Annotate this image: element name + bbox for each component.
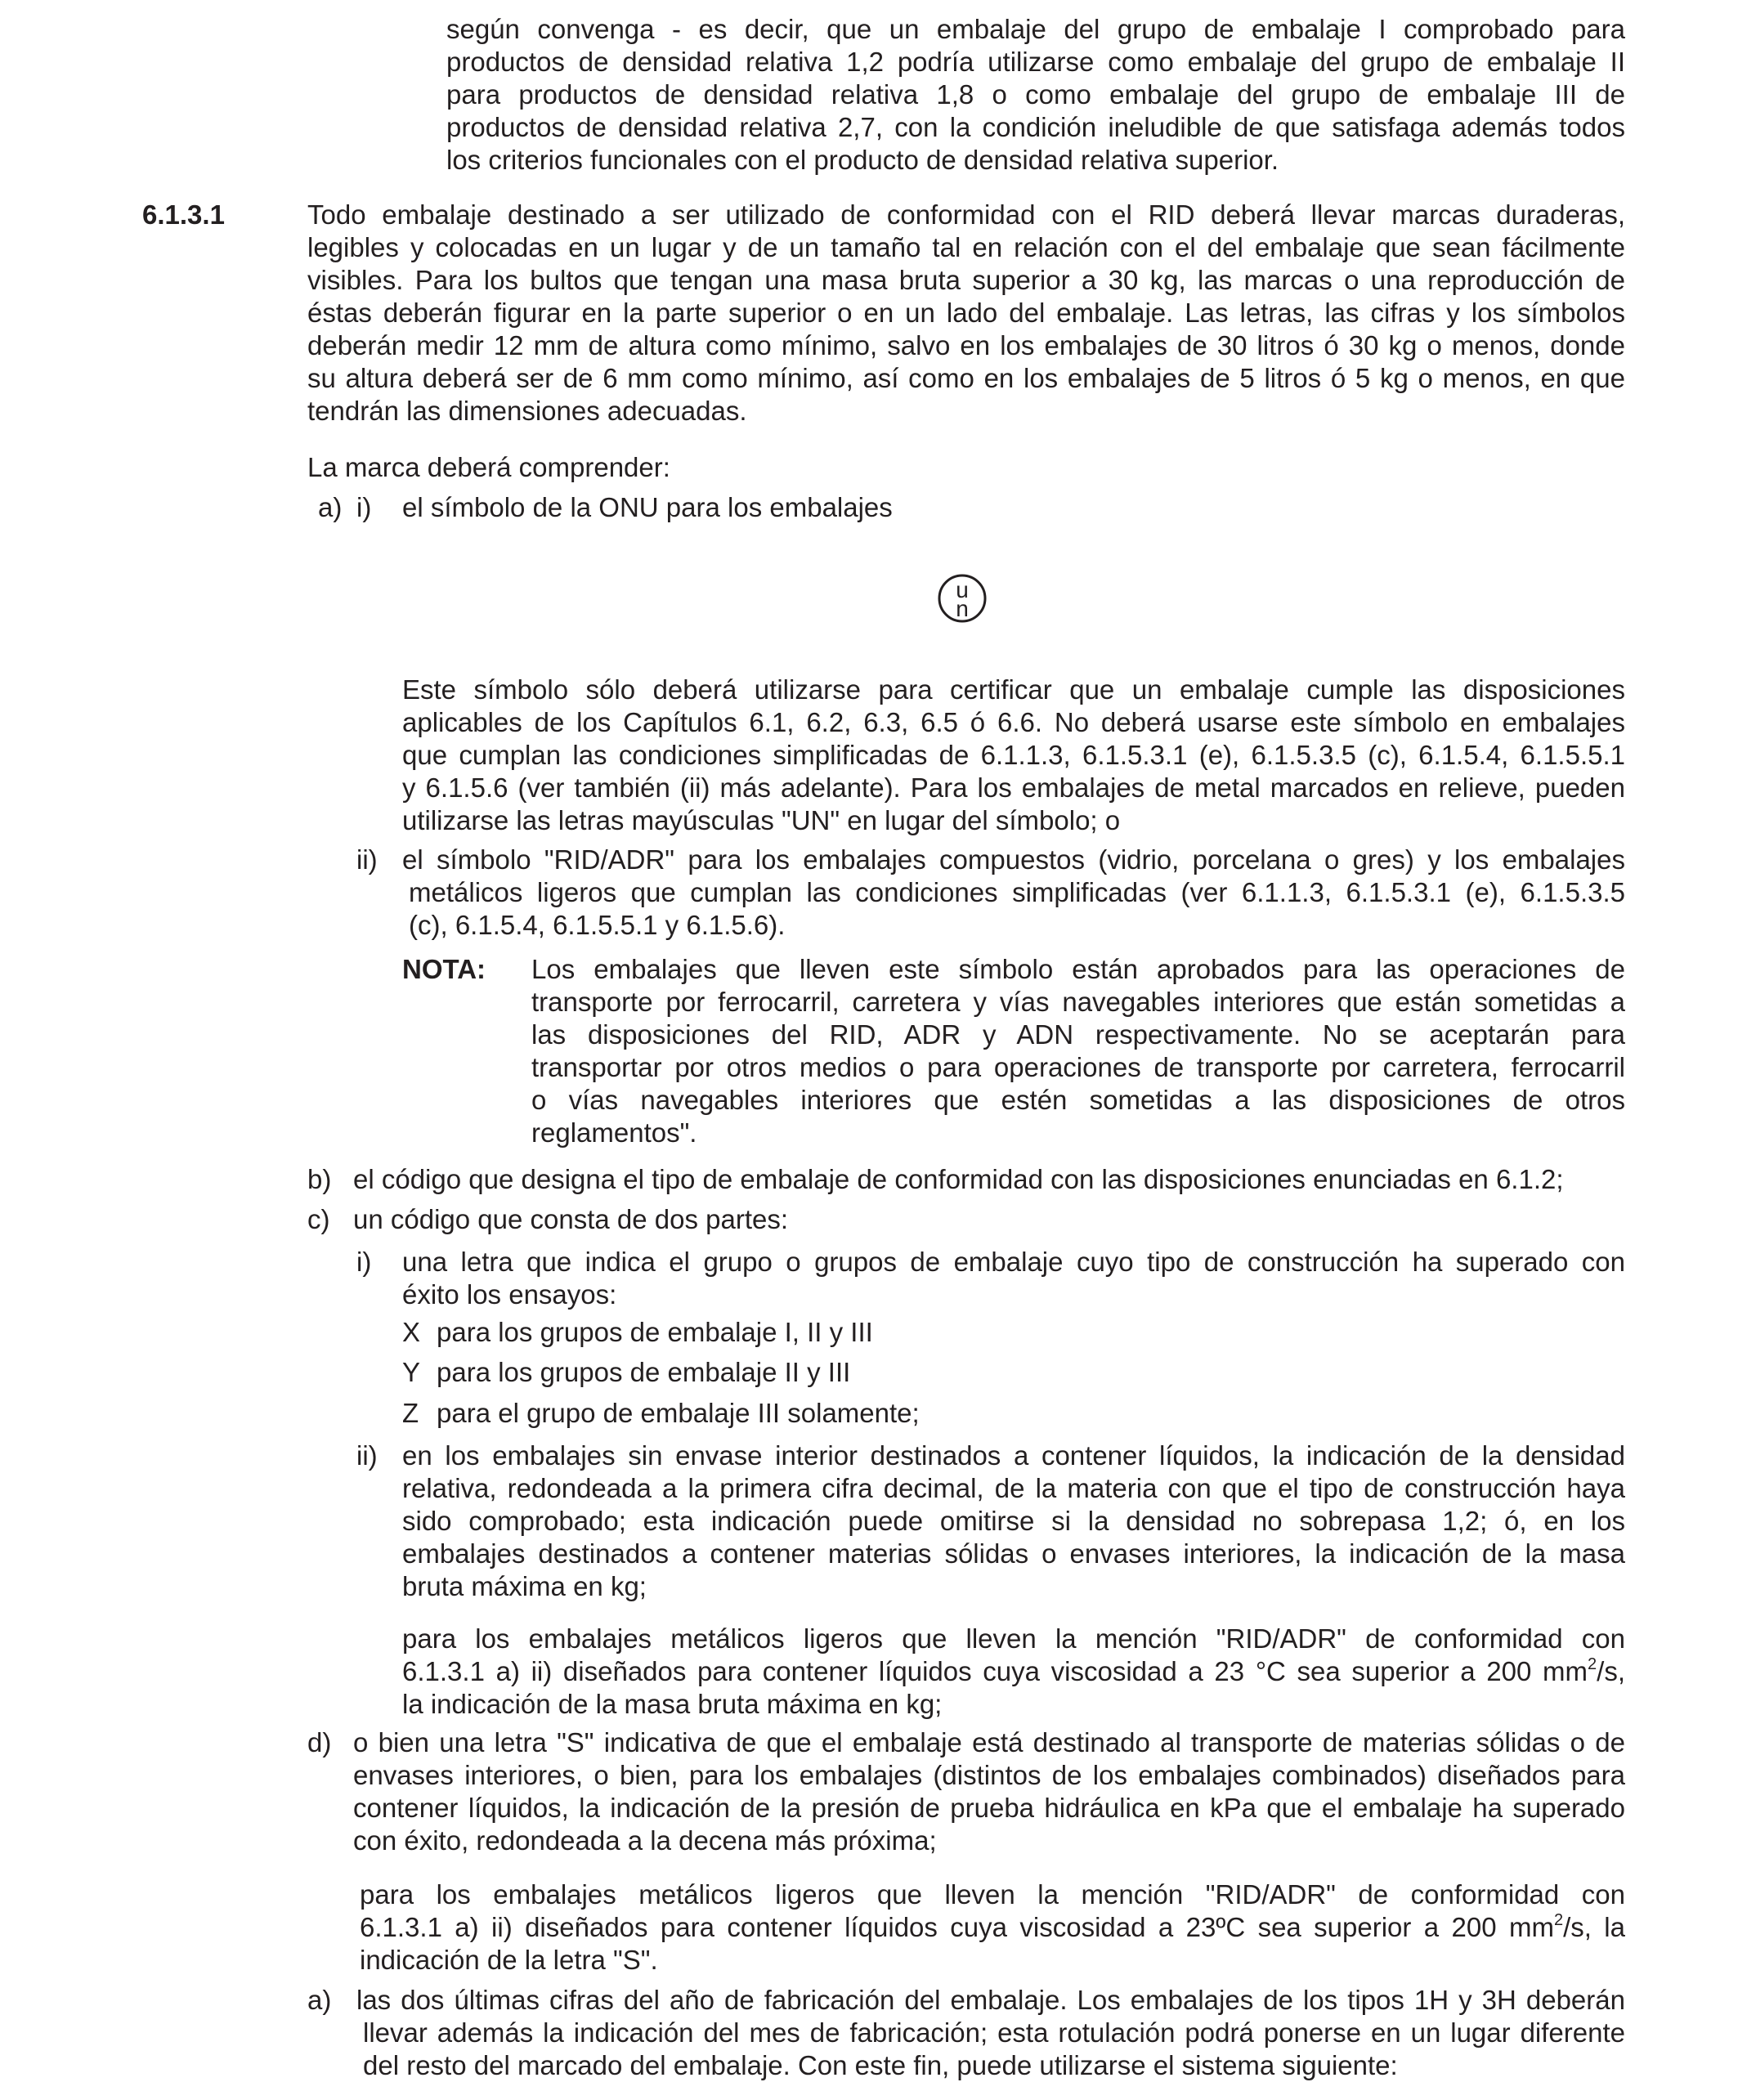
- code-text: para el grupo de embalaje III solamente;: [437, 1398, 920, 1428]
- un-symbol-bottom: n: [956, 596, 969, 621]
- item-a-ii-paragraph: [402, 844, 1625, 942]
- text-line: éstas deberán figurar en la parte superior o en un lado del embalaje. Las letras, las cifras y los símbolos: [307, 298, 1625, 328]
- text-line: transportar por otros medios o para operaciones de transporte por carretera, ferrocarril: [531, 1052, 1625, 1082]
- text-line: sido comprobado; esta indicación puede omitirse si la densidad no sobrepasa 1,2; ó, en los: [402, 1506, 1625, 1536]
- item-c-metal-paragraph: [402, 1623, 1625, 1721]
- item-d-metal-paragraph: [360, 1878, 1625, 1977]
- text-line: éxito los ensayos:: [402, 1279, 617, 1310]
- text-line: para los embalajes metálicos ligeros que lleven la mención "RID/ADR" de conformidad con: [402, 1623, 1625, 1654]
- text-line: o bien una letra "S" indicativa de que el embalaje está destinado al transporte de materias sólidas o de: [353, 1727, 1625, 1757]
- text-line: [360, 1911, 1625, 1944]
- text-line: productos de densidad relativa 2,7, con la condición ineludible de que satisfaga además todos: [446, 112, 1625, 142]
- un-symbol-top: u: [956, 577, 969, 602]
- text-line: metálicos ligeros que cumplan las condiciones simplificadas (ver 6.1.1.3, 6.1.5.3.1 (e), 6.1.5.3.5: [409, 877, 1625, 907]
- text-line: Todo embalaje destinado a ser utilizado de conformidad con el RID deberá llevar marcas duraderas,: [307, 199, 1625, 230]
- text-line: del resto del marcado del embalaje. Con este fin, puede utilizarse el sistema siguiente:: [363, 2050, 1398, 2080]
- text-line: contener líquidos, la indicación de la presión de prueba hidráulica en kPa que el embalaje ha superado: [353, 1793, 1625, 1823]
- text-line: legibles y colocadas en un lugar y de un tamaño tal en relación con el del embalaje que sean fácilmente: [307, 232, 1625, 262]
- item-c-ii-paragraph: [402, 1440, 1625, 1603]
- text-line: llevar además la indicación del mes de fabricación; esta rotulación podrá ponerse en un lugar diferente: [363, 2017, 1625, 2048]
- symbol-paragraph: [402, 674, 1625, 837]
- text-line: transporte por ferrocarril, carretera y vías navegables interiores que están sometidas a: [531, 987, 1625, 1017]
- nota-paragraph: [531, 953, 1625, 1149]
- text-segment: /s,: [1597, 1656, 1625, 1686]
- text-segment: 6.1.3.1 a) ii) diseñados para contener líquidos cuya viscosidad a 23 °C sea superior a 200 mm: [402, 1656, 1588, 1686]
- text-line: para productos de densidad relativa 1,8 o como embalaje del grupo de embalaje III de: [446, 79, 1625, 110]
- nota-label: NOTA:: [402, 954, 486, 984]
- un-packaging-symbol: [937, 573, 988, 624]
- superscript: 2: [1588, 1655, 1597, 1673]
- code-letter: Y: [402, 1357, 421, 1387]
- text-line: que cumplan las condiciones simplificadas de 6.1.1.3, 6.1.5.3.1 (e), 6.1.5.3.5 (c), 6.1.5.4, 6.1.5.5.1: [402, 740, 1625, 770]
- text-line: [402, 1655, 1625, 1688]
- item-b-label: b): [307, 1164, 332, 1194]
- text-line: su altura deberá ser de 6 mm como mínimo, así como en los embalajes de 5 litros ó 5 kg o menos, en que: [307, 363, 1625, 393]
- item-d-label: d): [307, 1727, 332, 1757]
- text-line: en los embalajes sin envase interior destinados a contener líquidos, la indicación de la densidad: [402, 1440, 1625, 1471]
- code-letter: Z: [402, 1398, 419, 1428]
- item-c-label: c): [307, 1204, 330, 1234]
- text-segment: 6.1.3.1 a) ii) diseñados para contener líquidos cuya viscosidad a 23ºC sea superior a 200 mm: [360, 1912, 1554, 1942]
- item-c-i-label: i): [356, 1247, 372, 1277]
- text-line: relativa, redondeada a la primera cifra decimal, de la materia con que el tipo de construcción haya: [402, 1473, 1625, 1503]
- marca-intro: La marca deberá comprender:: [307, 452, 670, 482]
- text-line: deberán medir 12 mm de altura como mínimo, salvo en los embalajes de 30 litros ó 30 kg o menos, donde: [307, 330, 1625, 360]
- text-line: embalajes destinados a contener materias sólidas o envases interiores, la indicación de la masa: [402, 1538, 1625, 1569]
- intro-paragraph: [446, 13, 1625, 177]
- un-symbol-icon: [937, 573, 988, 624]
- text-line: visibles. Para los bultos que tengan una masa bruta superior a 30 kg, las marcas o una reproducción de: [307, 265, 1625, 295]
- item-a-ii-label: ii): [356, 844, 378, 875]
- text-line: según convenga - es decir, que un embalaje del grupo de embalaje I comprobado para: [446, 14, 1625, 44]
- item-a-i-text: el símbolo de la ONU para los embalajes: [402, 492, 893, 522]
- text-line: indicación de la letra "S".: [360, 1945, 658, 1975]
- text-line: (c), 6.1.5.4, 6.1.5.5.1 y 6.1.5.6).: [409, 910, 786, 940]
- code-text: para los grupos de embalaje II y III: [437, 1357, 851, 1387]
- item-e-paragraph: [356, 1984, 1625, 2082]
- item-c-text: un código que consta de dos partes:: [353, 1204, 789, 1234]
- superscript: 2: [1553, 1911, 1564, 1929]
- text-line: las disposiciones del RID, ADR y ADN respectivamente. No se aceptarán para: [531, 1019, 1625, 1050]
- text-line: con éxito, redondeada a la decena más próxima;: [353, 1825, 937, 1856]
- item-c-i-paragraph: [402, 1246, 1625, 1311]
- text-line: Los embalajes que lleven este símbolo están aprobados para las operaciones de: [531, 954, 1625, 984]
- text-line: utilizarse las letras mayúsculas "UN" en lugar del símbolo; o: [402, 805, 1121, 835]
- text-line: o vías navegables interiores que estén sometidas a las disposiciones de otros: [531, 1085, 1625, 1115]
- text-line: la indicación de la masa bruta máxima en kg;: [402, 1689, 943, 1719]
- text-line: una letra que indica el grupo o grupos de embalaje cuyo tipo de construcción ha superado con: [402, 1247, 1625, 1277]
- section-paragraph: [307, 199, 1625, 428]
- text-line: Este símbolo sólo deberá utilizarse para certificar que un embalaje cumple las disposiciones: [402, 674, 1625, 705]
- text-line: tendrán las dimensiones adecuadas.: [307, 396, 747, 426]
- text-line: para los embalajes metálicos ligeros que lleven la mención "RID/ADR" de conformidad con: [360, 1879, 1625, 1910]
- text-line: aplicables de los Capítulos 6.1, 6.2, 6.3, 6.5 ó 6.6. No deberá usarse este símbolo en embalajes: [402, 707, 1625, 737]
- item-e-label: a): [307, 1985, 332, 2015]
- item-d-paragraph: [353, 1726, 1625, 1857]
- text-line: los criterios funcionales con el producto de densidad relativa superior.: [446, 145, 1279, 175]
- text-segment: /s, la: [1563, 1912, 1625, 1942]
- text-line: el símbolo "RID/ADR" para los embalajes compuestos (vidrio, porcelana o gres) y los embalajes: [402, 844, 1625, 875]
- text-line: envases interiores, o bien, para los embalajes (distintos de los embalajes combinados) diseñados para: [353, 1760, 1625, 1790]
- item-a-label: a): [318, 492, 343, 522]
- item-a-i-label: i): [356, 492, 372, 522]
- code-text: para los grupos de embalaje I, II y III: [437, 1317, 873, 1347]
- text-line: productos de densidad relativa 1,2 podría utilizarse como embalaje del grupo de embalaje II: [446, 47, 1625, 77]
- text-line: y 6.1.5.6 (ver también (ii) más adelante). Para los embalajes de metal marcados en relieve, pueden: [402, 772, 1625, 803]
- item-b-text: el código que designa el tipo de embalaje de conformidad con las disposiciones enunciadas en 6.1.2;: [353, 1164, 1564, 1194]
- text-line: reglamentos".: [531, 1117, 697, 1148]
- code-letter: X: [402, 1317, 421, 1347]
- section-number: 6.1.3.1: [142, 199, 225, 230]
- item-c-ii-label: ii): [356, 1440, 378, 1471]
- text-line: bruta máxima en kg;: [402, 1571, 647, 1601]
- text-line: las dos últimas cifras del año de fabricación del embalaje. Los embalajes de los tipos 1H y 3H deberán: [356, 1985, 1625, 2015]
